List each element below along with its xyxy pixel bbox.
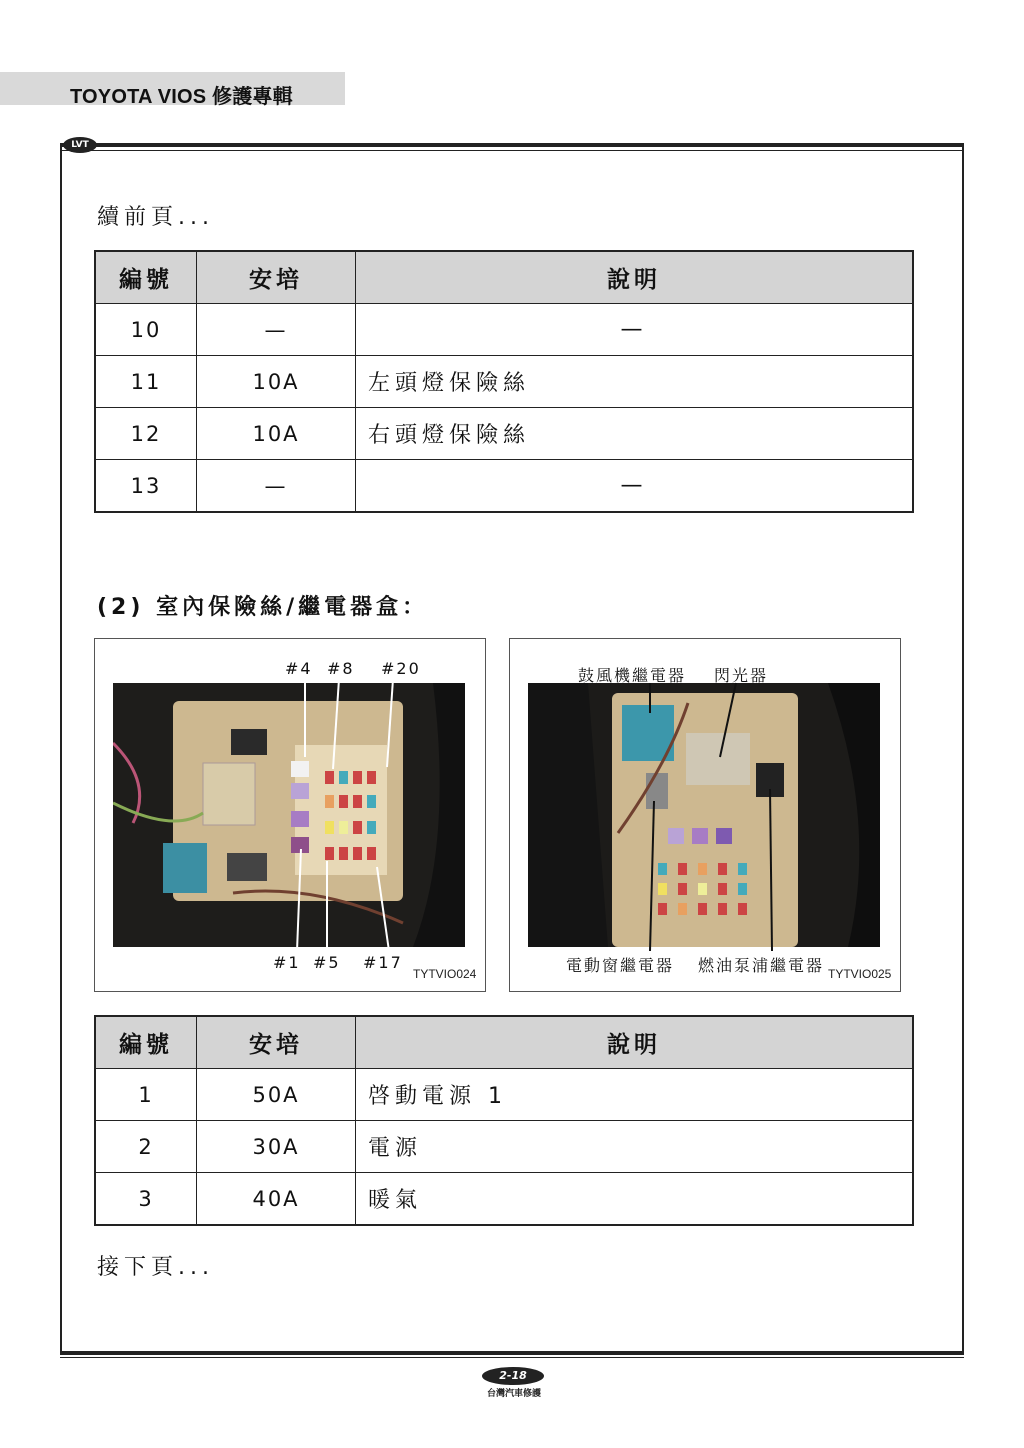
cell-number: 2 xyxy=(95,1121,197,1173)
cell-amp: 40A xyxy=(197,1173,356,1226)
cell-number: 1 xyxy=(95,1069,197,1121)
figure-relay-box-photo xyxy=(509,638,901,992)
label-fuse-5: #5 xyxy=(313,953,341,972)
cell-number: 3 xyxy=(95,1173,197,1226)
cell-desc: — xyxy=(356,304,914,356)
cell-amp: 10A xyxy=(197,408,356,460)
table-row xyxy=(95,356,913,408)
cell-amp: 50A xyxy=(197,1069,356,1121)
publisher-name: 台灣汽車修護 xyxy=(486,1389,541,1399)
callout-arrows-2 xyxy=(510,639,900,991)
col-desc-header: 說明 xyxy=(356,1016,914,1069)
top-rule-thin xyxy=(60,150,964,151)
page-number-badge: 2-18 xyxy=(482,1367,544,1385)
cell-number: 10 xyxy=(95,304,197,356)
label-fuel-pump-relay: 燃油泵浦繼電器 xyxy=(698,956,825,975)
label-blower-relay: 鼓風機繼電器 xyxy=(578,666,687,685)
figure-code: TYTVIO024 xyxy=(413,967,477,981)
label-power-window-relay: 電動窗繼電器 xyxy=(566,956,675,975)
bottom-rule xyxy=(60,1351,964,1355)
table-row xyxy=(95,408,913,460)
table-row xyxy=(95,1121,913,1173)
callout-arrows-1 xyxy=(95,639,485,991)
table-row xyxy=(95,304,913,356)
page-header-title: TOYOTA VIOS 修護專輯 xyxy=(70,86,293,108)
cell-number: 13 xyxy=(95,460,197,513)
cell-desc: 左頭燈保險絲 xyxy=(356,356,914,408)
section-title: (2) 室內保險絲/繼電器盒： xyxy=(97,595,429,620)
col-number-header: 編號 xyxy=(95,1016,197,1069)
publisher-logo-icon: LVT xyxy=(63,137,97,153)
cell-desc: 啓動電源 1 xyxy=(356,1069,914,1121)
cell-amp: 10A xyxy=(197,356,356,408)
cell-desc: 電源 xyxy=(356,1121,914,1173)
table-row xyxy=(95,1069,913,1121)
col-number-header: 編號 xyxy=(95,251,197,304)
figure-fuse-box-photo xyxy=(94,638,486,992)
label-fuse-1: #1 xyxy=(273,953,301,972)
cell-amp: 30A xyxy=(197,1121,356,1173)
col-amp-header: 安培 xyxy=(197,1016,356,1069)
cell-amp: — xyxy=(197,304,356,356)
cell-desc: 右頭燈保險絲 xyxy=(356,408,914,460)
cell-amp: — xyxy=(197,460,356,513)
col-amp-header: 安培 xyxy=(197,251,356,304)
table-row xyxy=(95,1173,913,1226)
cell-number: 12 xyxy=(95,408,197,460)
cell-desc: 暖氣 xyxy=(356,1173,914,1226)
top-rule xyxy=(60,143,964,147)
cell-desc: — xyxy=(356,460,914,513)
col-desc-header: 說明 xyxy=(356,251,914,304)
figure-code: TYTVIO025 xyxy=(828,967,892,981)
label-fuse-4: #4 xyxy=(285,659,313,678)
label-flasher: 閃光器 xyxy=(714,666,769,685)
cell-number: 11 xyxy=(95,356,197,408)
label-fuse-20: #20 xyxy=(381,659,421,678)
table-header-row xyxy=(95,1016,913,1069)
bottom-rule-thin xyxy=(60,1357,964,1358)
table-row xyxy=(95,460,913,513)
continued-to-note: 接下頁... xyxy=(97,1255,214,1280)
fuse-table-1 xyxy=(94,250,914,513)
table-header-row xyxy=(95,251,913,304)
continued-from-note: 續前頁... xyxy=(97,205,214,230)
label-fuse-8: #8 xyxy=(327,659,355,678)
fuse-table-2 xyxy=(94,1015,914,1226)
label-fuse-17: #17 xyxy=(363,953,403,972)
